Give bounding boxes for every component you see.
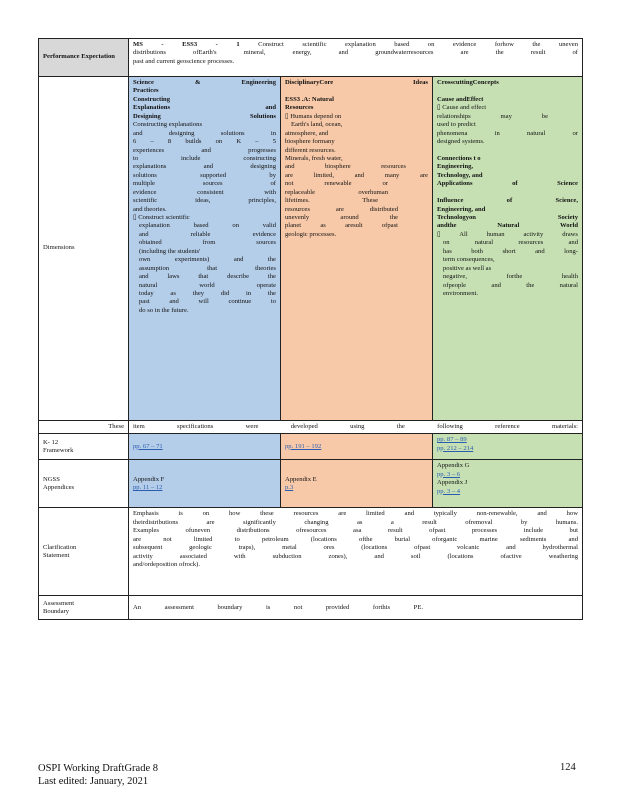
k12-dci-cell xyxy=(281,434,433,460)
dci-heading: DisciplinaryCore Ideas xyxy=(285,79,428,86)
sep-body-line: to include constructing xyxy=(133,154,276,162)
ngss-ccc-cell xyxy=(433,460,583,508)
footer-last-edited: Last edited: January, 2021 xyxy=(38,776,149,787)
sep-body-line: experiences and progresses xyxy=(133,146,276,154)
sep-bullet-line: assumption that theories xyxy=(139,264,276,272)
sep-sub-1: Constructing xyxy=(133,95,170,103)
ngss-label-line: NGSS xyxy=(43,475,60,483)
ngss-ccc-appendix-g: Appendix G xyxy=(437,462,470,470)
dci-body-line: not renewable or xyxy=(285,180,388,188)
clarification-line: activity associated with subduction zones), and soil (locations ofactive weathering xyxy=(133,552,578,560)
sep-body-line: Constructing explanations xyxy=(133,121,203,129)
clarification-row xyxy=(39,508,583,596)
sep-body-line: scientific ideas, principles, xyxy=(133,197,276,205)
ccc-body1-line: designed systems. xyxy=(437,138,485,146)
clarification-line: and/ordeposition ofrock). xyxy=(133,561,201,569)
k12-sep-pages-link[interactable]: pp. 67 – 71 xyxy=(133,442,163,450)
ccc-sub3-line: Technologyon Society xyxy=(437,214,578,221)
clarification-label-line: Statement xyxy=(43,551,70,559)
dci-body-line: geologic processes. xyxy=(285,230,337,238)
k12-label-line: K- 12 xyxy=(43,438,59,446)
clarification-text xyxy=(129,508,583,596)
dci-body-line: lifetimes. These xyxy=(285,197,378,205)
page-number: 124 xyxy=(560,762,576,773)
sep-body-line: explanations and designing xyxy=(133,163,276,171)
pe-text xyxy=(129,39,583,77)
sep-bullet-line: do so in the future. xyxy=(139,306,189,314)
assessment-boundary-row xyxy=(39,596,583,620)
dimensions-label: Dimensions xyxy=(39,77,129,421)
performance-expectation-row xyxy=(39,39,583,77)
reference-note-row xyxy=(39,421,583,434)
pe-code: MS - ESS3 - 1 xyxy=(133,41,240,48)
ccc-sub2-line: Connections t o xyxy=(437,154,481,162)
dci-cell xyxy=(281,77,433,421)
sep-heading-2: Practices xyxy=(133,87,159,95)
dci-body-line: Earth's land, ocean, xyxy=(291,121,343,129)
dci-body-line: planet as aresult ofpast xyxy=(285,222,398,230)
ngss-ccc-pages-link[interactable]: pp. 3 – 6 xyxy=(437,470,461,478)
clarification-line: subsequent geologic traps), metal ores (locations ofpast volcanic and hydrothermal xyxy=(133,544,578,552)
dci-body-line: ▯ Humans depend on xyxy=(285,112,342,120)
k12-sep-cell xyxy=(129,434,281,460)
dci-body-line: different resources. xyxy=(285,146,336,154)
ccc-sub2-line: Technology, and xyxy=(437,171,483,179)
k12-label xyxy=(39,434,129,460)
dci-body-line: unevenly around the xyxy=(285,214,398,221)
ccc-body3-line: environment. xyxy=(443,289,478,297)
k12-ccc-pages-link[interactable]: pp. 87 – 89 xyxy=(437,436,467,444)
pe-line-3: past and current geoscience processes. xyxy=(133,57,235,65)
ccc-sub2-line: Applications of Science xyxy=(437,180,578,188)
sep-bullet-line: ▯ Construct scientific xyxy=(133,214,190,221)
dci-body-line: Minerals, fresh water, xyxy=(285,154,343,162)
sep-bullet-line: and reliable evidence xyxy=(139,230,276,238)
ccc-body1-line: used to predict xyxy=(437,121,476,129)
sep-bullet-line: past and will continue to xyxy=(139,298,276,306)
sep-bullet-line: own experiments) and the xyxy=(139,256,276,264)
ngss-label-line: Appendices xyxy=(43,483,75,491)
ngss-label xyxy=(39,460,129,508)
clarification-line: theirdistributions are significantly changing as a result ofremoval by humans. xyxy=(133,518,578,526)
assessment-text-line: An assessment boundary is not provided forthis PE. xyxy=(133,603,423,611)
ccc-body3-line: has both short and long- xyxy=(443,247,578,255)
sep-sub-2: Explanations and xyxy=(133,104,276,112)
sep-body-line: solutions supported by xyxy=(133,171,276,179)
ccc-body3-line: term consequences, xyxy=(443,256,495,264)
ngss-sep-cell xyxy=(129,460,281,508)
ccc-body3-line: positive as well as xyxy=(443,264,492,272)
dci-sub-1: ESS3 .A: Natural xyxy=(285,95,334,103)
dci-body-line: resources are distributed xyxy=(285,205,398,213)
dci-body-line: and biosphere resources xyxy=(285,163,406,171)
dci-body-line: atmosphere, and xyxy=(285,129,329,137)
reference-note-lead: These xyxy=(39,421,129,434)
ngss-dci-appendix: Appendix E xyxy=(285,475,317,483)
ccc-body3-line: negative, forthe health xyxy=(443,273,578,281)
assessment-text xyxy=(129,596,583,620)
assessment-label xyxy=(39,596,129,620)
ngss-dci-cell xyxy=(281,460,433,508)
ngss-ccc-appendix-j: Appendix J xyxy=(437,479,468,487)
ccc-body3-line: ofpeople and the natural xyxy=(443,281,578,289)
sep-body-line: multiple sources of xyxy=(133,180,276,188)
sep-body-line: and theories. xyxy=(133,205,167,213)
dci-body-line: replaceable overhuman xyxy=(285,188,388,196)
ngss-appendices-row xyxy=(39,460,583,508)
clarification-line: Emphasis is on how these resources are limited and typically non-renewable, and how xyxy=(133,510,578,518)
ccc-cell xyxy=(433,77,583,421)
ccc-body3-line: on natural resources and xyxy=(443,239,578,247)
ccc-sub2-line: Engineering, xyxy=(437,163,474,171)
sep-sub-3: Designing Solutions xyxy=(133,112,276,120)
sep-heading-1: Science & Engineering xyxy=(133,79,276,86)
dci-sub-2: Resources xyxy=(285,104,314,112)
dci-body-line: are limited, and many are xyxy=(285,171,428,179)
footer-draft-grade: OSPI Working DraftGrade 8 xyxy=(38,763,158,774)
k12-label-line: Framework xyxy=(43,446,74,454)
clarification-line: Examples ofuneven distributions ofresources asa result ofpast processes include but xyxy=(133,527,578,535)
sep-body-line: evidence consistent with xyxy=(133,188,276,196)
clarification-line: are not limited to petroleum (locations ofthe burial oforganic marine sediments and xyxy=(133,535,578,543)
ccc-sub3-line: Influence of Science, xyxy=(437,197,578,205)
k12-framework-row xyxy=(39,434,583,460)
sep-bullet-line: and laws that describe the xyxy=(139,273,276,281)
page-footer xyxy=(38,762,158,788)
ccc-body1-line: ▯ Cause and effect xyxy=(437,104,487,112)
ccc-sub-cause-effect: Cause andEffect xyxy=(437,95,484,103)
ngss-ccc-pages-link[interactable]: pp. 3 – 4 xyxy=(437,487,461,495)
ngss-sep-pages-link[interactable]: pp. 11 – 12 xyxy=(133,483,163,491)
k12-ccc-pages-link[interactable]: pp. 212 – 214 xyxy=(437,444,474,452)
ccc-heading: CrosscuttingConcepts xyxy=(437,79,499,86)
pe-line-2: distributions ofEarth's mineral, energy, and groundwaterresources are the result of xyxy=(133,49,578,57)
sep-body-line: and designing solutions in xyxy=(133,129,276,137)
ccc-body1-line: relationships may be xyxy=(437,112,548,120)
assessment-label-line: Assessment xyxy=(43,599,75,607)
dci-body-line: biosphere formany xyxy=(285,138,335,146)
ngss-sep-appendix: Appendix F xyxy=(133,475,165,483)
clarification-label-line: Clarification xyxy=(43,543,77,551)
sep-cell xyxy=(129,77,281,421)
dimensions-row xyxy=(39,77,583,421)
sep-body-line: 6 – 8 builds on K – 5 xyxy=(133,138,276,146)
ccc-body1-line: phenomena in natural or xyxy=(437,129,578,137)
reference-note-text: item specifications were developed using the following reference materials: xyxy=(129,421,583,434)
k12-dci-pages-link[interactable]: pp. 191 – 192 xyxy=(285,442,322,450)
sep-bullet-line: explanation based on valid xyxy=(139,222,276,230)
ccc-sub3-line: andthe Natural World xyxy=(437,222,578,230)
pe-line-1: Construct scientific explanation based on evidence forhow the uneven xyxy=(258,41,578,48)
sep-bullet-line: (including the students' xyxy=(139,247,201,255)
sep-bullet-line: natural world operate xyxy=(139,281,276,289)
sep-bullet-line: today as they did in the xyxy=(139,289,276,297)
ccc-sub3-line: Engineering, and xyxy=(437,205,486,213)
sep-bullet-line: obtained from sources xyxy=(139,239,276,247)
item-specification-table xyxy=(38,38,583,620)
clarification-label xyxy=(39,508,129,596)
ngss-dci-pages-link[interactable]: p.3 xyxy=(285,483,294,491)
assessment-label-line: Boundary xyxy=(43,607,70,615)
k12-ccc-cell xyxy=(433,434,583,460)
ccc-body3-line: ▯ All human activity draws xyxy=(437,230,578,238)
pe-label: Performance Expectation xyxy=(39,39,129,77)
